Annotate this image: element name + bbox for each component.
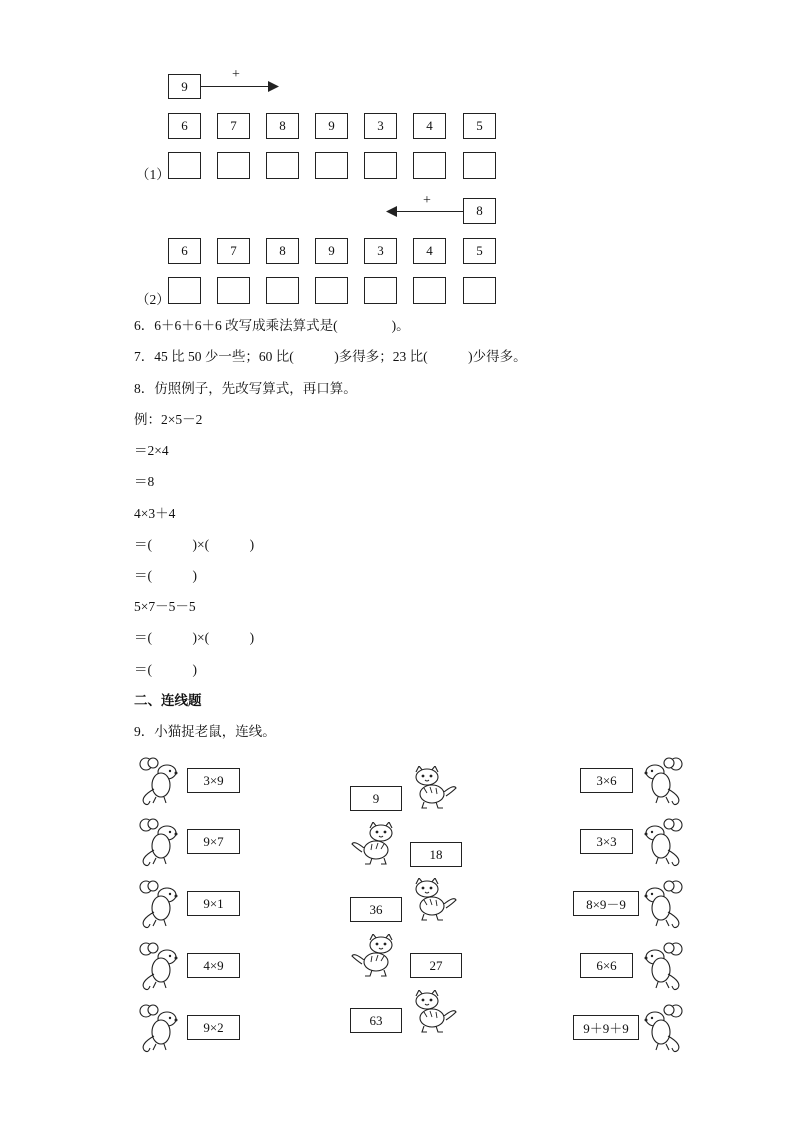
start-box-2 [463,198,496,224]
q8-line: ＝( ) [134,568,197,583]
mouse-icon [134,755,182,807]
row1-number: 3 [377,118,384,133]
row1-answer-box[interactable] [168,152,201,179]
left-mouse-expression-label: 9×7 [203,833,224,849]
left-mouse-expression[interactable] [187,829,240,854]
arrow-left-icon [386,206,398,217]
left-mouse-expression[interactable] [187,768,240,793]
cat-icon [350,822,398,874]
part-label-2: （2） [136,292,170,307]
row1-answer-box[interactable] [463,152,496,179]
q8-line: ＝( )×( ) [134,630,255,645]
q8-line: ＝( ) [134,662,197,677]
cat-number-label: 18 [429,846,443,862]
row2-number-box [217,238,250,264]
row1-answer-box[interactable] [266,152,299,179]
row2-number: 3 [377,243,384,258]
row1-number: 9 [328,118,335,133]
arrow-right-icon [268,81,280,92]
right-mouse-expression[interactable] [573,891,639,916]
cat-number-label: 36 [369,901,383,917]
left-mouse-expression[interactable] [187,953,240,978]
mouse-icon [134,878,182,930]
start-value-1: 9 [181,78,188,94]
row2-answer-box[interactable] [266,277,299,304]
row1-number-box [413,113,446,139]
row1-number-box [463,113,496,139]
right-mouse-expression[interactable] [580,829,633,854]
operator-1: + [232,67,240,82]
row1-number-box [364,113,397,139]
mouse-icon [640,816,688,868]
row2-number-box [168,238,201,264]
row2-answer-box[interactable] [315,277,348,304]
row1-number: 8 [279,118,286,133]
left-mouse-expression-label: 9×2 [203,1019,224,1035]
row1-number: 5 [476,118,483,133]
cat-number-label: 27 [429,957,443,973]
mouse-icon [640,1002,688,1054]
cat-icon [350,934,398,986]
left-mouse-expression-label: 3×9 [203,772,224,788]
q8-line: ＝2×4 [134,443,169,458]
right-mouse-expression[interactable] [580,953,633,978]
q6-text: 6．6＋6＋6＋6 改写成乘法算式是( )。 [134,318,410,333]
operator-2: + [423,193,431,208]
cat-number[interactable] [350,786,402,811]
cat-number-label: 9 [372,790,380,806]
cat-icon [410,990,458,1042]
q8-line: ＝8 [134,474,155,489]
row2-number: 7 [230,243,237,258]
right-mouse-expression-label: 3×6 [596,772,617,788]
mouse-icon [134,816,182,868]
row2-answer-box[interactable] [364,277,397,304]
left-mouse-expression[interactable] [187,891,240,916]
row2-answer-box[interactable] [413,277,446,304]
arrow-left-line [394,211,463,212]
cat-icon [410,766,458,818]
cat-number[interactable] [350,897,402,922]
right-mouse-expression-label: 9＋9＋9 [583,1021,629,1036]
mouse-icon [640,940,688,992]
right-mouse-expression[interactable] [573,1015,639,1040]
row1-number: 4 [426,118,433,133]
mouse-icon [134,940,182,992]
cat-number[interactable] [410,953,462,978]
q9-title: 9．小猫捉老鼠，连线。 [134,724,276,739]
left-mouse-expression-label: 9×1 [203,895,224,911]
mouse-icon [640,755,688,807]
row2-answer-box[interactable] [168,277,201,304]
section-title: 二、连线题 [134,693,202,708]
q8-line: 5×7－5－5 [134,599,196,614]
q8-line: 例：2×5－2 [134,412,203,427]
arrow-right-line [201,86,271,87]
cat-number[interactable] [410,842,462,867]
start-value-2: 8 [476,203,483,218]
row1-answer-box[interactable] [315,152,348,179]
cat-icon [410,878,458,930]
mouse-icon [134,1002,182,1054]
row1-answer-box[interactable] [413,152,446,179]
row1-number-box [266,113,299,139]
row2-answer-box[interactable] [217,277,250,304]
row1-answer-box[interactable] [364,152,397,179]
row2-number-box [266,238,299,264]
left-mouse-expression-label: 4×9 [203,957,224,973]
right-mouse-expression-label: 6×6 [596,957,617,973]
row1-number-box [217,113,250,139]
q7-text: 7．45 比 50 少一些；60 比( )多得多；23 比( )少得多。 [134,349,527,364]
row1-number-box [168,113,201,139]
cat-number[interactable] [350,1008,402,1033]
right-mouse-expression-label: 8×9－9 [586,897,626,912]
cat-number-label: 63 [369,1012,383,1028]
q8-line: ＝( )×( ) [134,537,255,552]
q8-title: 8．仿照例子，先改写算式，再口算。 [134,381,357,396]
row1-number-box [315,113,348,139]
row2-number-box [413,238,446,264]
row2-answer-box[interactable] [463,277,496,304]
left-mouse-expression[interactable] [187,1015,240,1040]
row1-answer-box[interactable] [217,152,250,179]
row2-number: 5 [476,243,483,258]
mouse-icon [640,878,688,930]
right-mouse-expression[interactable] [580,768,633,793]
row2-number-box [463,238,496,264]
right-mouse-expression-label: 3×3 [596,833,617,849]
q8-line: 4×3＋4 [134,506,176,521]
row1-number: 7 [230,118,237,133]
row2-number-box [315,238,348,264]
part-label-1: （1） [136,167,170,182]
row2-number: 8 [279,243,286,258]
row2-number: 4 [426,243,433,258]
start-box-1 [168,74,201,99]
row2-number: 9 [328,243,335,258]
row2-number: 6 [181,243,188,258]
row1-number: 6 [181,118,188,133]
row2-number-box [364,238,397,264]
